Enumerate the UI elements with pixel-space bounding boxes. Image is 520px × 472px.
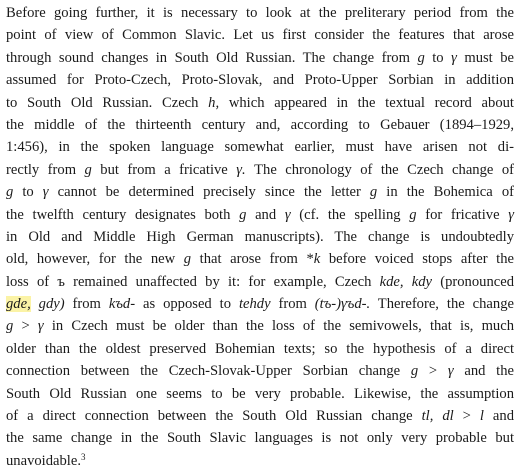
text-run: from bbox=[64, 296, 109, 313]
text-run: as opposed to bbox=[135, 296, 239, 313]
text-run: of a direct connection between the South Old Russian change bbox=[6, 408, 422, 425]
text-run: and bbox=[483, 408, 514, 425]
italic-term: g bbox=[183, 251, 192, 268]
text-run: in Czech must be older than the loss of the semivowels, that is, much bbox=[43, 318, 514, 335]
text-line bbox=[6, 248, 514, 270]
italic-term: g bbox=[239, 206, 247, 223]
italic-term: (tъ-)γъd-. bbox=[314, 296, 371, 313]
text-run: 1:456), in the spoken language somewhat earlier, must have arisen not di- bbox=[6, 139, 514, 156]
highlighted-term: gde, bbox=[6, 296, 31, 313]
text-line bbox=[6, 181, 514, 203]
text-line bbox=[6, 338, 514, 360]
text-line bbox=[6, 24, 514, 46]
text-line bbox=[6, 47, 514, 69]
text-run: before voiced stops after the bbox=[320, 251, 514, 268]
text-line bbox=[6, 2, 514, 24]
italic-term: g bbox=[6, 184, 14, 201]
italic-term: kde, kdy bbox=[379, 273, 433, 290]
text-run: Therefore, the change bbox=[370, 296, 514, 313]
text-run: and the bbox=[453, 363, 515, 380]
text-line bbox=[6, 92, 514, 114]
text-line bbox=[6, 69, 514, 91]
italic-term: tl, dl bbox=[421, 408, 454, 425]
text-line bbox=[6, 159, 514, 181]
text-run: > bbox=[453, 408, 480, 425]
italic-term: γ bbox=[508, 206, 515, 223]
text-run: in the Bohemica of bbox=[377, 184, 514, 201]
text-line bbox=[6, 450, 514, 472]
text-line bbox=[6, 204, 514, 226]
text-run: > bbox=[13, 318, 38, 335]
text-line bbox=[6, 293, 514, 315]
italic-term: γ. bbox=[236, 161, 246, 178]
text-line bbox=[6, 226, 514, 248]
text-run: but from a fricative bbox=[91, 161, 237, 178]
text-run: the twelfth century designates both bbox=[6, 206, 240, 223]
text-run: must be bbox=[456, 49, 514, 66]
text-run: connection between the Czech-Slovak-Upper Sorbian change bbox=[6, 363, 411, 380]
text-line bbox=[6, 271, 514, 293]
text-run: for fricative bbox=[416, 206, 509, 223]
italic-term: g bbox=[6, 318, 14, 335]
text-line bbox=[6, 427, 514, 449]
text-line bbox=[6, 405, 514, 427]
italic-term: l bbox=[479, 408, 484, 425]
text-run: and bbox=[246, 206, 285, 223]
text-run: to bbox=[13, 184, 43, 201]
italic-term: γ bbox=[451, 49, 457, 66]
italic-term: g bbox=[417, 49, 425, 66]
text-line bbox=[6, 360, 514, 382]
document-paragraph bbox=[6, 2, 514, 472]
italic-term: g bbox=[409, 206, 417, 223]
text-line bbox=[6, 315, 514, 337]
italic-term: γ bbox=[37, 318, 44, 335]
text-run: the same change in the South Slavic languages is not only very probable but bbox=[6, 430, 514, 447]
text-run: Before going further, it is necessary to look at the preliterary period from the bbox=[6, 5, 514, 21]
italic-term: k bbox=[313, 251, 321, 268]
text-run: South Old Russian one seems to be very probable. Likewise, the assumption bbox=[6, 385, 514, 402]
text-line bbox=[6, 383, 514, 405]
italic-term: tehdy bbox=[238, 296, 271, 313]
italic-term: γ bbox=[42, 184, 49, 201]
text-run: (cf. the spelling bbox=[290, 206, 410, 223]
text-run: to South Old Russian. Czech bbox=[6, 94, 209, 111]
text-run: the middle of the thirteenth century and, according to Gebauer (1894–1929, bbox=[6, 116, 514, 133]
text-run: to bbox=[424, 49, 452, 66]
text-run: which appeared in the textual record about bbox=[219, 94, 514, 111]
footnote-marker[interactable]: 3 bbox=[80, 451, 86, 462]
text-run: The chronology of the Czech change of bbox=[245, 161, 514, 178]
italic-term: g bbox=[410, 363, 419, 380]
text-run: through sound changes in South Old Russian. The change from bbox=[6, 49, 418, 66]
text-line bbox=[6, 114, 514, 136]
italic-term: g bbox=[369, 184, 378, 201]
text-run: rectly from bbox=[6, 161, 85, 178]
italic-term: g bbox=[84, 161, 92, 178]
italic-term: kъd- bbox=[108, 296, 136, 313]
text-run: unavoidable. bbox=[6, 452, 81, 469]
text-run bbox=[31, 296, 39, 312]
text-run: that arose from * bbox=[191, 251, 314, 268]
text-run: cannot be determined precisely since the letter bbox=[48, 184, 370, 201]
text-run: from bbox=[270, 296, 315, 313]
text-run: loss of ъ remained unaffected by it: for example, Czech bbox=[6, 273, 380, 290]
text-run: > bbox=[418, 363, 448, 380]
text-line bbox=[6, 136, 514, 158]
italic-term: h, bbox=[208, 94, 220, 111]
italic-term: gdy) bbox=[38, 296, 65, 313]
italic-term: γ bbox=[447, 363, 454, 380]
text-run: old, however, for the new bbox=[6, 251, 184, 268]
text-run: assumed for Proto-Czech, Proto-Slovak, and Proto-Upper Sorbian in addition bbox=[6, 72, 514, 89]
text-run: (pronounced bbox=[432, 273, 514, 290]
text-run: point of view of Common Slavic. Let us first consider the features that arose bbox=[6, 27, 514, 44]
italic-term: γ bbox=[284, 206, 291, 223]
text-run: older than the oldest preserved Bohemian texts; so the hypothesis of a direct bbox=[6, 340, 514, 357]
text-run: in Old and Middle High German manuscripts). The change is undoubtedly bbox=[6, 228, 514, 245]
